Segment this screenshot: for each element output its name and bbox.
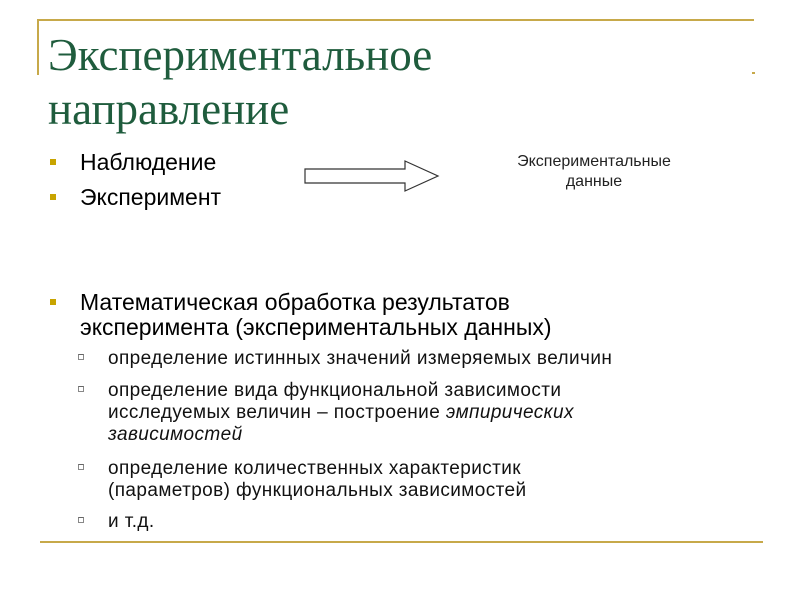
bullet-text: эксперимента (экспериментальных данных)	[80, 314, 552, 340]
sub-item-text-line-1: определение количественных характеристик	[108, 458, 521, 479]
sub-item-text: определение истинных значений измеряемых величин	[108, 348, 613, 369]
sub-item-text-italic: эмпирических	[445, 402, 574, 423]
sub-item-text-line-1: определение вида функциональной зависимости	[108, 380, 562, 401]
sub-item-text	[108, 380, 758, 446]
arrow-shape	[305, 161, 438, 191]
frame-left-line	[37, 19, 39, 75]
title-line-2: направление	[48, 84, 290, 134]
square-bullet-icon	[50, 299, 56, 305]
sub-item-text: и т.д.	[108, 511, 155, 532]
slide-title	[48, 28, 748, 136]
bullet-text: Эксперимент	[80, 184, 222, 210]
sub-item-text-line-3: зависимостей	[108, 424, 243, 445]
hollow-square-bullet-icon	[78, 464, 84, 470]
hollow-square-bullet-icon	[78, 386, 84, 392]
hollow-square-bullet-icon	[78, 517, 84, 523]
frame-corner-tick	[752, 72, 755, 74]
square-bullet-icon	[50, 194, 56, 200]
sub-item-text-line-2: исследуемых величин – построение	[108, 402, 446, 423]
title-line-1: Экспериментальное	[48, 30, 433, 80]
result-line-1: Экспериментальные	[517, 153, 671, 170]
sub-item-text-line-2: (параметров) функциональных зависимостей	[108, 480, 527, 501]
bullet-text: Математическая обработка результатов	[80, 289, 510, 315]
frame-top-line	[37, 19, 754, 21]
bullet-text: Наблюдение	[80, 149, 217, 175]
right-arrow-icon	[303, 158, 443, 194]
sub-item-text	[108, 458, 758, 502]
experimental-data-label	[484, 152, 704, 192]
frame-bottom-line	[40, 541, 763, 543]
square-bullet-icon	[50, 159, 56, 165]
hollow-square-bullet-icon	[78, 354, 84, 360]
result-line-2: данные	[565, 173, 623, 190]
